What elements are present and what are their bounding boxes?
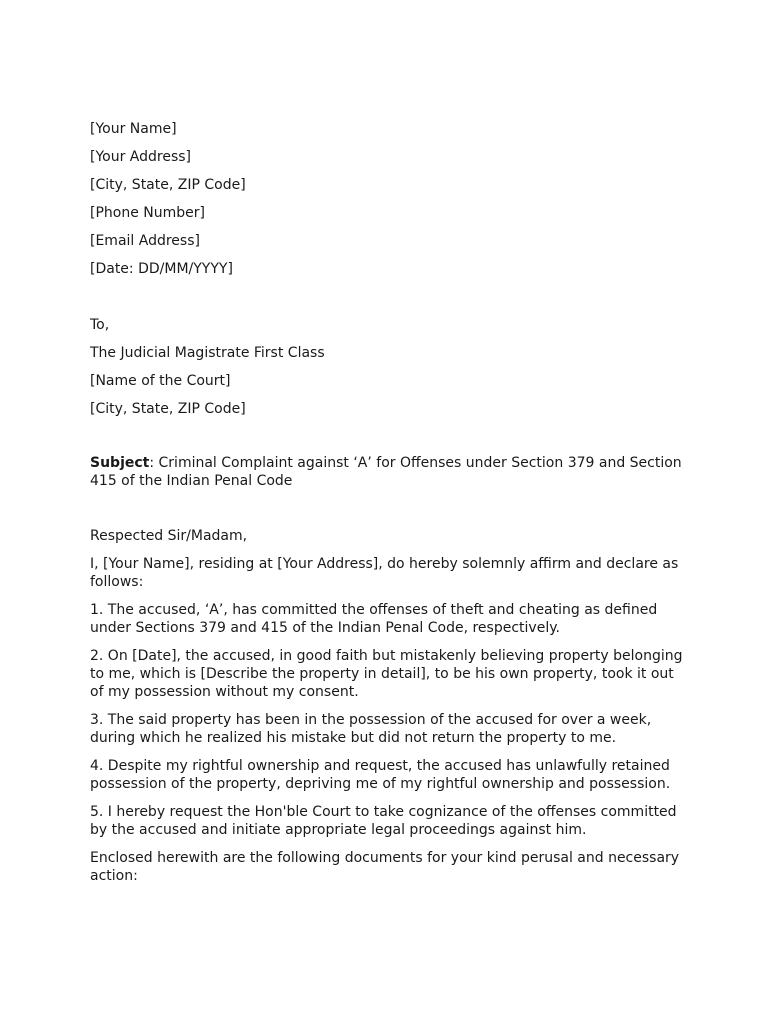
point-1: 1. The accused, ‘A’, has committed the offenses of theft and cheating as defined under Sections 379 and 415 of the Indian Penal Code, respectively. [90,602,658,636]
sender-address: [Your Address] [90,149,192,165]
point-5: 5. I hereby request the Hon'ble Court to take cognizance of the offenses committed by the accused and initiate appropriate legal proceedings against him. [90,804,677,838]
letter-page [90,120,690,895]
sender-email: [Email Address] [90,233,200,249]
sender-date: [Date: DD/MM/YYYY] [90,261,233,277]
sender-city: [City, State, ZIP Code] [90,177,246,193]
recipient-to: To, [90,317,110,333]
recipient-court: [Name of the Court] [90,373,231,389]
point-4: 4. Despite my rightful ownership and request, the accused has unlawfully retained possession of the property, depriving me of my rightful ownership and possession. [90,758,671,792]
greeting: Respected Sir/Madam, [90,528,248,544]
intro-paragraph: I, [Your Name], residing at [Your Address], do hereby solemnly affirm and declare as follows: [90,556,679,590]
sender-phone: [Phone Number] [90,205,205,221]
subject-text: : Criminal Complaint against ‘A’ for Offenses under Section 379 and Section 415 of the Indian Penal Code [90,455,682,489]
point-2: 2. On [Date], the accused, in good faith but mistakenly believing property belonging to me, which is [Describe the property in detail], to be his own property, took it out of my possession without my consent. [90,648,683,700]
recipient-city: [City, State, ZIP Code] [90,401,246,417]
recipient-block [90,316,690,418]
sender-name: [Your Name] [90,121,177,137]
recipient-title: The Judicial Magistrate First Class [90,345,325,361]
sender-block [90,120,690,278]
subject-line [90,454,690,490]
enclosure-paragraph: Enclosed herewith are the following documents for your kind perusal and necessary action: [90,850,680,884]
point-3: 3. The said property has been in the possession of the accused for over a week, during which he realized his mistake but did not return the property to me. [90,712,652,746]
subject-label: Subject [90,455,150,471]
